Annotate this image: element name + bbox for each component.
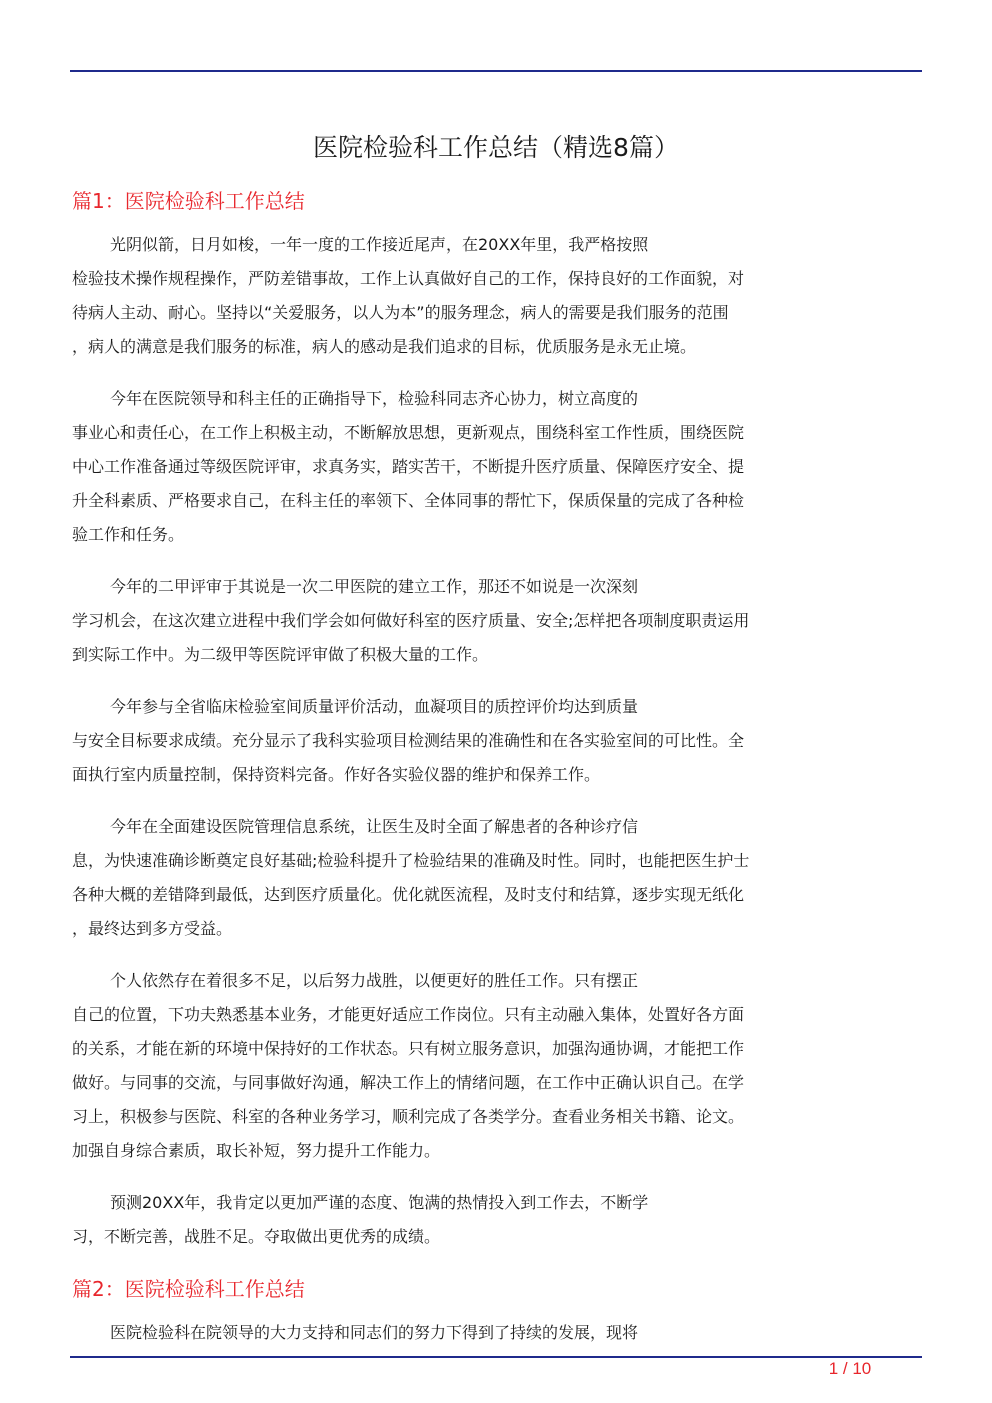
paragraph-line: ，最终达到多方受益。 (72, 919, 233, 938)
paragraph-line: 与安全目标要求成绩。充分显示了我科实验项目检测结果的准确性和在各实验室间的可比性。全 (72, 731, 745, 750)
paragraph-line: 升全科素质、严格要求自己，在科主任的率领下、全体同事的帮忙下，保质保量的完成了各种检 (72, 491, 745, 510)
section-heading: 篇2：医院检验科工作总结 (72, 1277, 305, 1301)
paragraph-line: 加强自身综合素质，取长补短，努力提升工作能力。 (72, 1141, 441, 1160)
paragraph (72, 810, 916, 946)
paragraph-line: 今年参与全省临床检验室间质量评价活动，血凝项目的质控评价均达到质量 (110, 697, 639, 716)
paragraph-line: 中心工作准备通过等级医院评审，求真务实，踏实苦干，不断提升医疗质量、保障医疗安全、提 (72, 457, 745, 476)
paragraph (72, 690, 916, 792)
document-body (72, 184, 916, 1368)
paragraph-line: 做好。与同事的交流，与同事做好沟通，解决工作上的情绪问题，在工作中正确认识自己。在学 (72, 1073, 745, 1092)
paragraph-line: 个人依然存在着很多不足，以后努力战胜，以便更好的胜任工作。只有摆正 (110, 971, 639, 990)
paragraph-line: 面执行室内质量控制，保持资料完备。作好各实验仪器的维护和保养工作。 (72, 765, 601, 784)
document-title: 医院检验科工作总结（精选8篇） (313, 133, 679, 162)
paragraph (72, 570, 916, 672)
paragraph-line: 到实际工作中。为二级甲等医院评审做了积极大量的工作。 (72, 645, 489, 664)
paragraph-line: 习上，积极参与医院、科室的各种业务学习，顺利完成了各类学分。查看业务相关书籍、论文。 (72, 1107, 745, 1126)
paragraph-line: 今年的二甲评审于其说是一次二甲医院的建立工作，那还不如说是一次深刻 (110, 577, 639, 596)
paragraph (72, 1316, 916, 1350)
paragraph-line: 光阴似箭，日月如梭，一年一度的工作接近尾声，在20XX年里，我严格按照 (110, 235, 649, 254)
paragraph-line: 今年在全面建设医院管理信息系统，让医生及时全面了解患者的各种诊疗信 (110, 817, 639, 836)
header-rule (70, 70, 922, 72)
paragraph-line: ，病人的满意是我们服务的标准，病人的感动是我们追求的目标，优质服务是永无止境。 (72, 337, 697, 356)
paragraph-line: 各种大概的差错降到最低，达到医疗质量化。优化就医流程，及时支付和结算，逐步实现无纸化 (72, 885, 745, 904)
paragraph-line: 医院检验科在院领导的大力支持和同志们的努力下得到了持续的发展，现将 (110, 1323, 639, 1342)
paragraph-line: 的关系，才能在新的环境中保持好的工作状态。只有树立服务意识，加强沟通协调，才能把工作 (72, 1039, 745, 1058)
paragraph (72, 964, 916, 1168)
paragraph (72, 1186, 916, 1254)
footer-rule (70, 1356, 922, 1358)
page-number: 1 / 10 (828, 1359, 872, 1378)
paragraph (72, 382, 916, 552)
paragraph-line: 今年在医院领导和科主任的正确指导下，检验科同志齐心协力，树立高度的 (110, 389, 639, 408)
paragraph-line: 息，为快速准确诊断奠定良好基础;检验科提升了检验结果的准确及时性。同时，也能把医生护士 (72, 851, 750, 870)
paragraph-line: 事业心和责任心，在工作上积极主动，不断解放思想，更新观点，围绕科室工作性质，围绕医院 (72, 423, 745, 442)
paragraph-line: 检验技术操作规程操作，严防差错事故，工作上认真做好自己的工作，保持良好的工作面貌，对 (72, 269, 745, 288)
paragraph-line: 验工作和任务。 (72, 525, 185, 544)
paragraph (72, 228, 916, 364)
paragraph-line: 待病人主动、耐心。坚持以“关爱服务，以人为本”的服务理念，病人的需要是我们服务的范围 (72, 303, 729, 322)
paragraph-line: 自己的位置，下功夫熟悉基本业务，才能更好适应工作岗位。只有主动融入集体，处置好各方面 (72, 1005, 745, 1024)
paragraph-line: 学习机会，在这次建立进程中我们学会如何做好科室的医疗质量、安全;怎样把各项制度职责运用 (72, 611, 750, 630)
paragraph-line: 习，不断完善，战胜不足。夺取做出更优秀的成绩。 (72, 1227, 441, 1246)
paragraph-line: 预测20XX年，我肯定以更加严谨的态度、饱满的热情投入到工作去，不断学 (110, 1193, 649, 1212)
section-heading: 篇1：医院检验科工作总结 (72, 189, 305, 213)
